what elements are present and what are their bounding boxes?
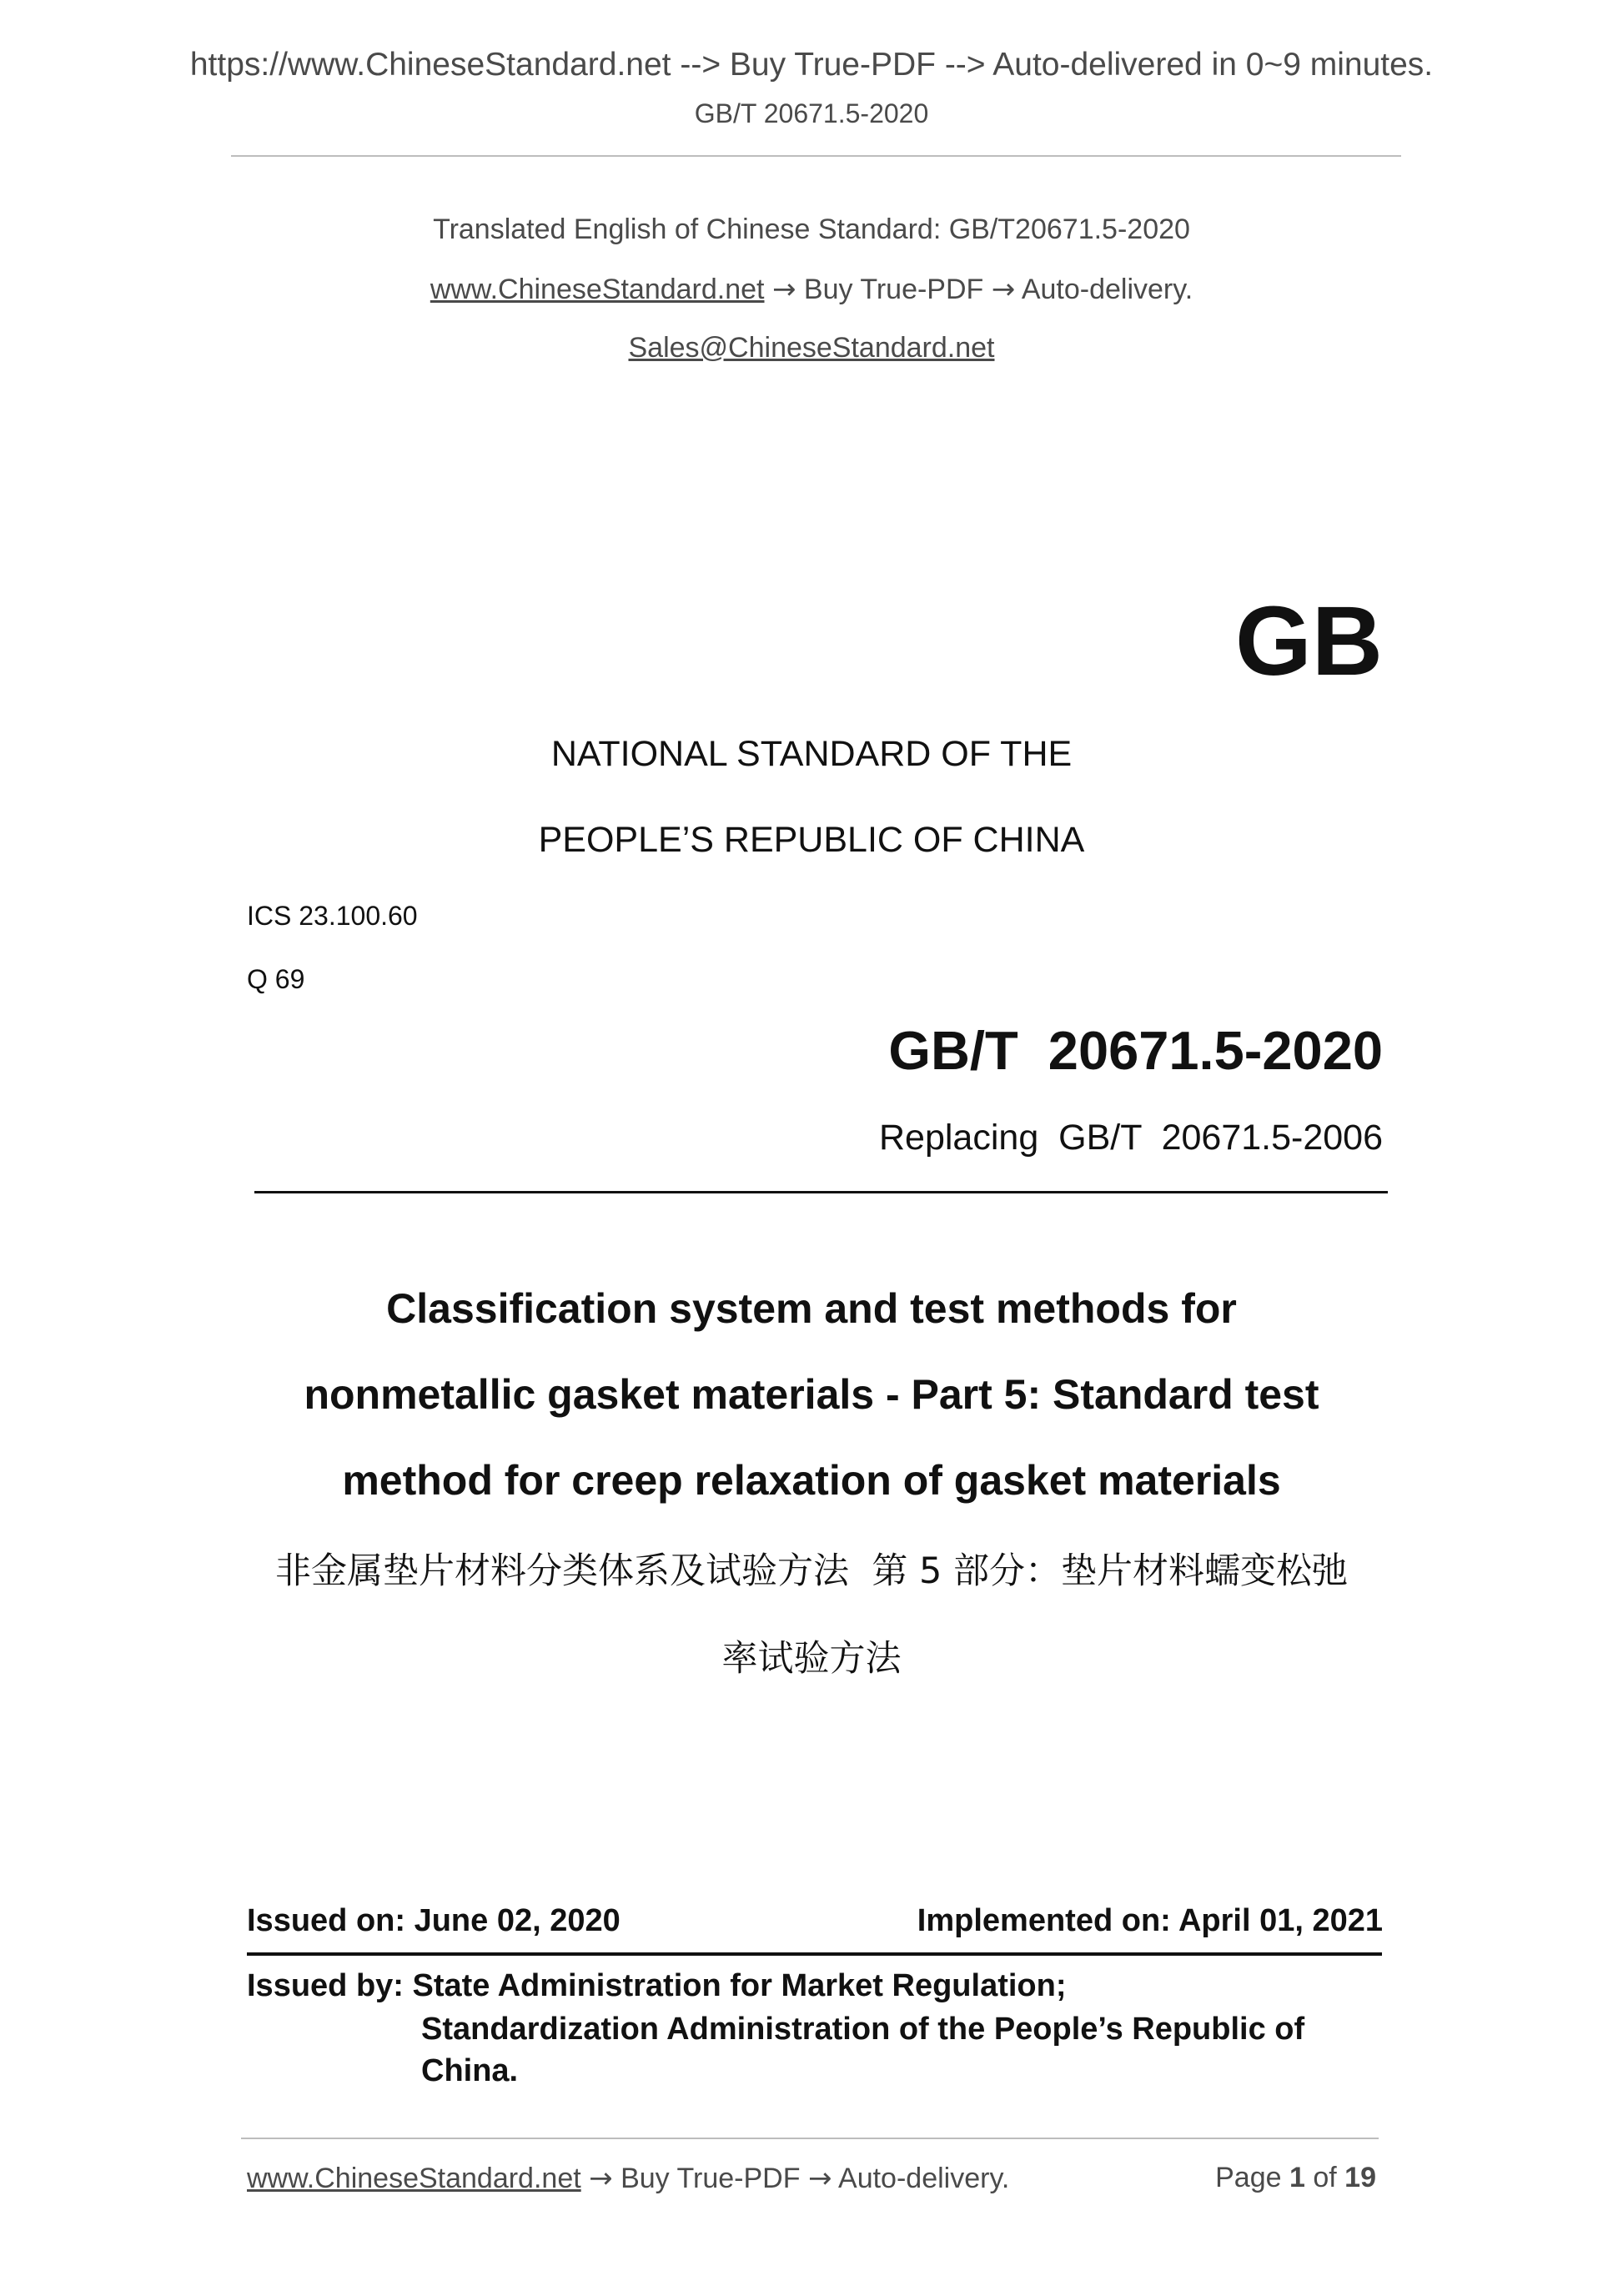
arrow-right-icon: → <box>589 2162 613 2195</box>
page-indicator <box>1215 2162 1376 2194</box>
title-cn-line1: 非金属垫片材料分类体系及试验方法 第 5 部分：垫片材料蠕变松弛 <box>274 1550 1349 1592</box>
national-standard-line1: NATIONAL STANDARD OF THE <box>550 734 1073 774</box>
email-link[interactable]: Sales@ChineseStandard.net <box>628 332 995 364</box>
header-divider <box>231 155 1401 157</box>
arrow-right-icon: → <box>991 273 1016 306</box>
footer-buy-line <box>247 2162 1009 2195</box>
arrow-right-icon: → <box>771 273 796 306</box>
footer-site-link[interactable]: www.ChineseStandard.net <box>247 2163 581 2194</box>
site-link[interactable]: www.ChineseStandard.net <box>430 274 765 305</box>
issued-on: Issued on: June 02, 2020 <box>247 1903 621 1938</box>
buy-true-pdf-text: Buy True-PDF <box>803 274 984 305</box>
header-banner: https://www.ChineseStandard.net --> Buy True-PDF --> Auto-delivered in 0~9 minutes. <box>189 47 1434 83</box>
replacing-standard: Replacing GB/T 20671.5-2006 <box>879 1118 1383 1158</box>
issued-by: Issued by: State Administration for Market Regulation; <box>247 1968 1067 2003</box>
arrow-right-icon: → <box>807 2162 832 2195</box>
title-en-line1: Classification system and test methods for <box>386 1285 1237 1332</box>
implemented-on: Implemented on: April 01, 2021 <box>917 1903 1383 1938</box>
of-label: of <box>1313 2162 1337 2193</box>
national-standard-line2: PEOPLE’S REPUBLIC OF CHINA <box>538 820 1085 860</box>
issue-divider <box>247 1952 1382 1956</box>
email-line <box>0 332 1623 364</box>
ccs-code: Q 69 <box>247 964 305 994</box>
title-divider <box>254 1191 1388 1193</box>
page-current: 1 <box>1289 2162 1305 2193</box>
header-doc-code: GB/T 20671.5-2020 <box>694 98 929 128</box>
issued-by-line3: China. <box>421 2053 519 2088</box>
gb-mark: GB <box>1235 586 1383 696</box>
ics-code: ICS 23.100.60 <box>247 901 418 931</box>
footer-delivery-text: Auto-delivery. <box>838 2163 1010 2194</box>
issued-by-line2: Standardization Administration of the People’s Republic of <box>421 2012 1305 2047</box>
title-en-line2: nonmetallic gasket materials - Part 5: Standard test <box>304 1371 1319 1418</box>
title-cn-line2: 率试验方法 <box>721 1638 902 1680</box>
translation-buy-line <box>0 273 1623 306</box>
standard-number: GB/T 20671.5-2020 <box>888 1020 1383 1081</box>
title-en-line3: method for creep relaxation of gasket materials <box>342 1457 1281 1504</box>
translation-notice: Translated English of Chinese Standard: GB/T20671.5-2020 <box>433 214 1190 245</box>
auto-delivery-text: Auto-delivery. <box>1021 274 1193 305</box>
page-total: 19 <box>1344 2162 1376 2193</box>
footer-buy-text: Buy True-PDF <box>621 2163 801 2194</box>
page-label: Page <box>1215 2162 1282 2193</box>
footer-divider <box>241 2138 1379 2139</box>
